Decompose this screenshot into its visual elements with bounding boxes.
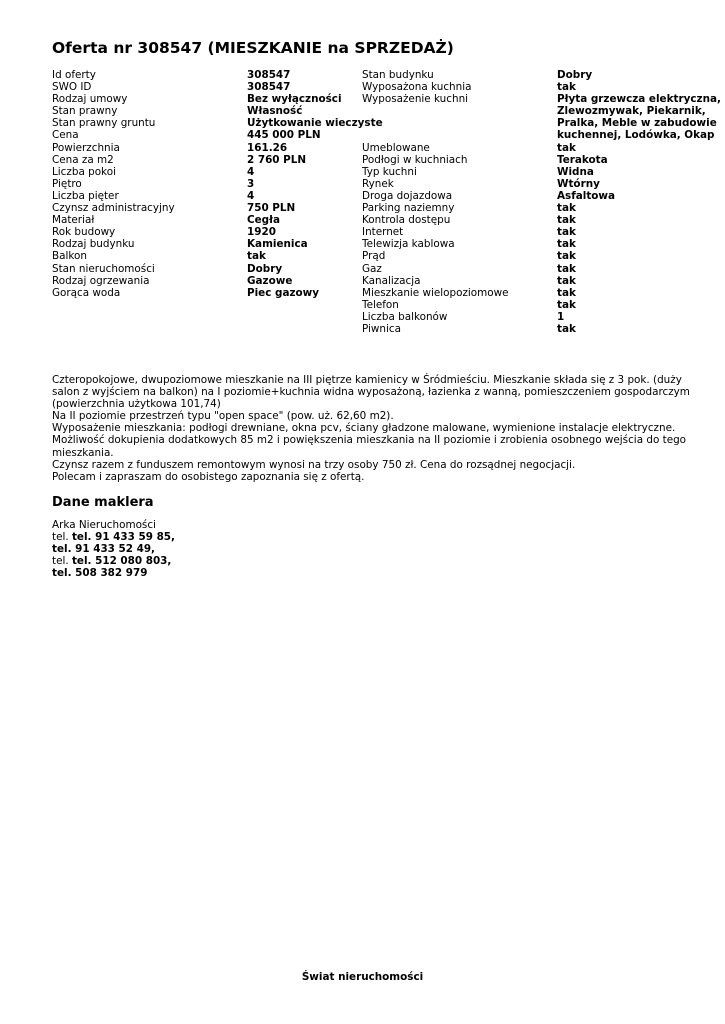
field-value: tak [557,274,576,287]
field-label: Gorąca woda [52,286,121,299]
field-label: Mieszkanie wielopoziomowe [362,286,509,299]
field-value: Cegła [247,214,280,227]
description [52,374,692,483]
field-label: Gaz [362,262,382,275]
field-label: Materiał [52,214,95,227]
field-value: Terakota [557,153,608,166]
description-paragraph: Czteropokojowe, dwupoziomowe mieszkanie na III piętrze kamienicy w Śródmieściu. Mieszkanie składa się z 3 pok. (duży salon z wyjściem na balkon) na I poziomie+kuchnia widna wyposażoną, łazienka z wanną, pomieszczeniem gospodarczym (powierzchnia użytkowa 101,74) [52,374,690,411]
field-value: tak [557,238,576,251]
field-label: Rynek [362,177,394,190]
field-value: Gazowe [247,274,293,287]
field-label: Rodzaj umowy [52,93,128,106]
broker-phone-row [52,555,175,567]
field-label-spacer [362,129,552,141]
field-value: Pralka, Meble w zabudowie [557,117,717,130]
field-label: SWO ID [52,81,92,94]
field-label: Cena za m2 [52,153,114,166]
field-label: Droga dojazdowa [362,189,453,202]
field-label: Balkon [52,250,87,263]
field-value: 1920 [247,226,276,239]
description-paragraph: Wyposażenie mieszkania: podłogi drewniane, okna pcv, ściany gładzone malowane, wymienione instalacje elektryczne. [52,422,676,435]
right-labels-column [362,69,552,335]
field-value: 1 [557,310,565,323]
field-value: Płyta grzewcza elektryczna, [557,93,721,106]
field-label: Czynsz administracyjny [52,202,175,215]
phone-prefix: tel. [52,555,72,568]
field-label: Wyposażona kuchnia [362,81,472,94]
description-paragraph: Na II poziomie przestrzeń typu "open space" (pow. uż. 62,60 m2). [52,410,394,423]
phone-prefix: tel. [52,531,72,544]
field-value: Widna [557,165,594,178]
field-value: tak [557,202,576,215]
field-value: tak [557,141,576,154]
description-paragraph: Czynsz razem z funduszem remontowym wynosi na trzy osoby 750 zł. Cena do rozsądnej negocjacji. [52,458,576,471]
field-value: 4 [247,189,255,202]
field-value: tak [247,250,266,263]
field-label: Prąd [362,250,386,263]
field-value: tak [557,226,576,239]
field-value: Zlewozmywak, Piekarnik, [557,105,706,118]
field-label: Umeblowane [362,141,430,154]
field-value: Użytkowanie wieczyste [247,117,383,130]
field-label: Liczba pięter [52,189,119,202]
field-value: Kamienica [247,238,308,251]
field-label: Id oferty [52,69,96,81]
phone-number: tel. 508 382 979 [52,567,148,580]
field-label: Wyposażenie kuchni [362,93,469,106]
field-label: Powierzchnia [52,141,120,154]
field-label: Rodzaj budynku [52,238,135,251]
field-label: Typ kuchni [362,165,417,178]
field-value: Piec gazowy [247,286,320,299]
field-value: tak [557,214,576,227]
field-value: tak [557,298,576,311]
phone-number: tel. 91 433 52 49, [52,543,156,556]
page-title: Oferta nr 308547 (MIESZKANIE na SPRZEDAŻ) [52,39,454,57]
field-value: Dobry [247,262,283,275]
broker-name: Arka Nieruchomości [52,519,156,531]
field-value: Dobry [557,69,593,81]
field-value: 308547 [247,81,291,94]
field-value: 2 760 PLN [247,153,307,166]
field-value: Własność [247,105,303,118]
broker-phone-row [52,567,175,579]
field-value: tak [557,250,576,263]
field-value: 750 PLN [247,202,296,215]
field-value: Wtórny [557,177,600,190]
phone-number: tel. 512 080 803, [71,555,172,568]
field-label: Parking naziemny [362,202,455,215]
field-value: 445 000 PLN [247,129,321,142]
field-label: Piętro [52,177,82,190]
field-value: 3 [247,177,255,190]
field-label-spacer [362,105,552,117]
field-label: Rodzaj ogrzewania [52,274,150,287]
broker-phone-row [52,531,175,543]
footer: Świat nieruchomości [301,971,424,983]
description-paragraph: Możliwość dokupienia dodatkowych 85 m2 i powiększenia mieszkania na II poziomie i zrobienia osobnego wejścia do tego mieszkania. [52,434,687,459]
field-label: Telefon [362,298,399,311]
field-label: Kanalizacja [362,274,421,287]
field-label: Liczba balkonów [362,310,448,323]
field-label: Cena [52,129,79,142]
field-label-spacer [362,117,552,129]
field-value: 4 [247,165,255,178]
field-value: 308547 [247,69,291,81]
left-labels-column [52,69,242,299]
field-label: Piwnica [362,322,401,335]
description-paragraph: Polecam i zapraszam do osobistego zapoznania się z ofertą. [52,470,365,483]
field-value: 161.26 [247,141,288,154]
field-label: Rok budowy [52,226,116,239]
field-label: Stan prawny gruntu [52,117,156,130]
right-values-column [557,69,725,335]
field-value: Bez wyłączności [247,93,342,106]
field-label: Liczba pokoi [52,165,116,178]
field-label: Stan prawny [52,105,118,118]
field-value: tak [557,286,576,299]
field-label: Telewizja kablowa [362,238,455,251]
field-value: tak [557,322,576,335]
field-label: Podłogi w kuchniach [362,153,468,166]
field-label: Kontrola dostępu [362,214,451,227]
field-value: tak [557,262,576,275]
broker-heading: Dane maklera [52,495,154,510]
field-value: tak [557,81,576,94]
field-label: Stan nieruchomości [52,262,155,275]
field-value: kuchennej, Lodówka, Okap [557,129,715,142]
field-value: Asfaltowa [557,189,616,202]
field-label: Stan budynku [362,69,434,81]
broker-details [52,519,175,579]
field-label: Internet [362,226,404,239]
phone-number: tel. 91 433 59 85, [71,531,175,544]
broker-phone-row [52,543,175,555]
